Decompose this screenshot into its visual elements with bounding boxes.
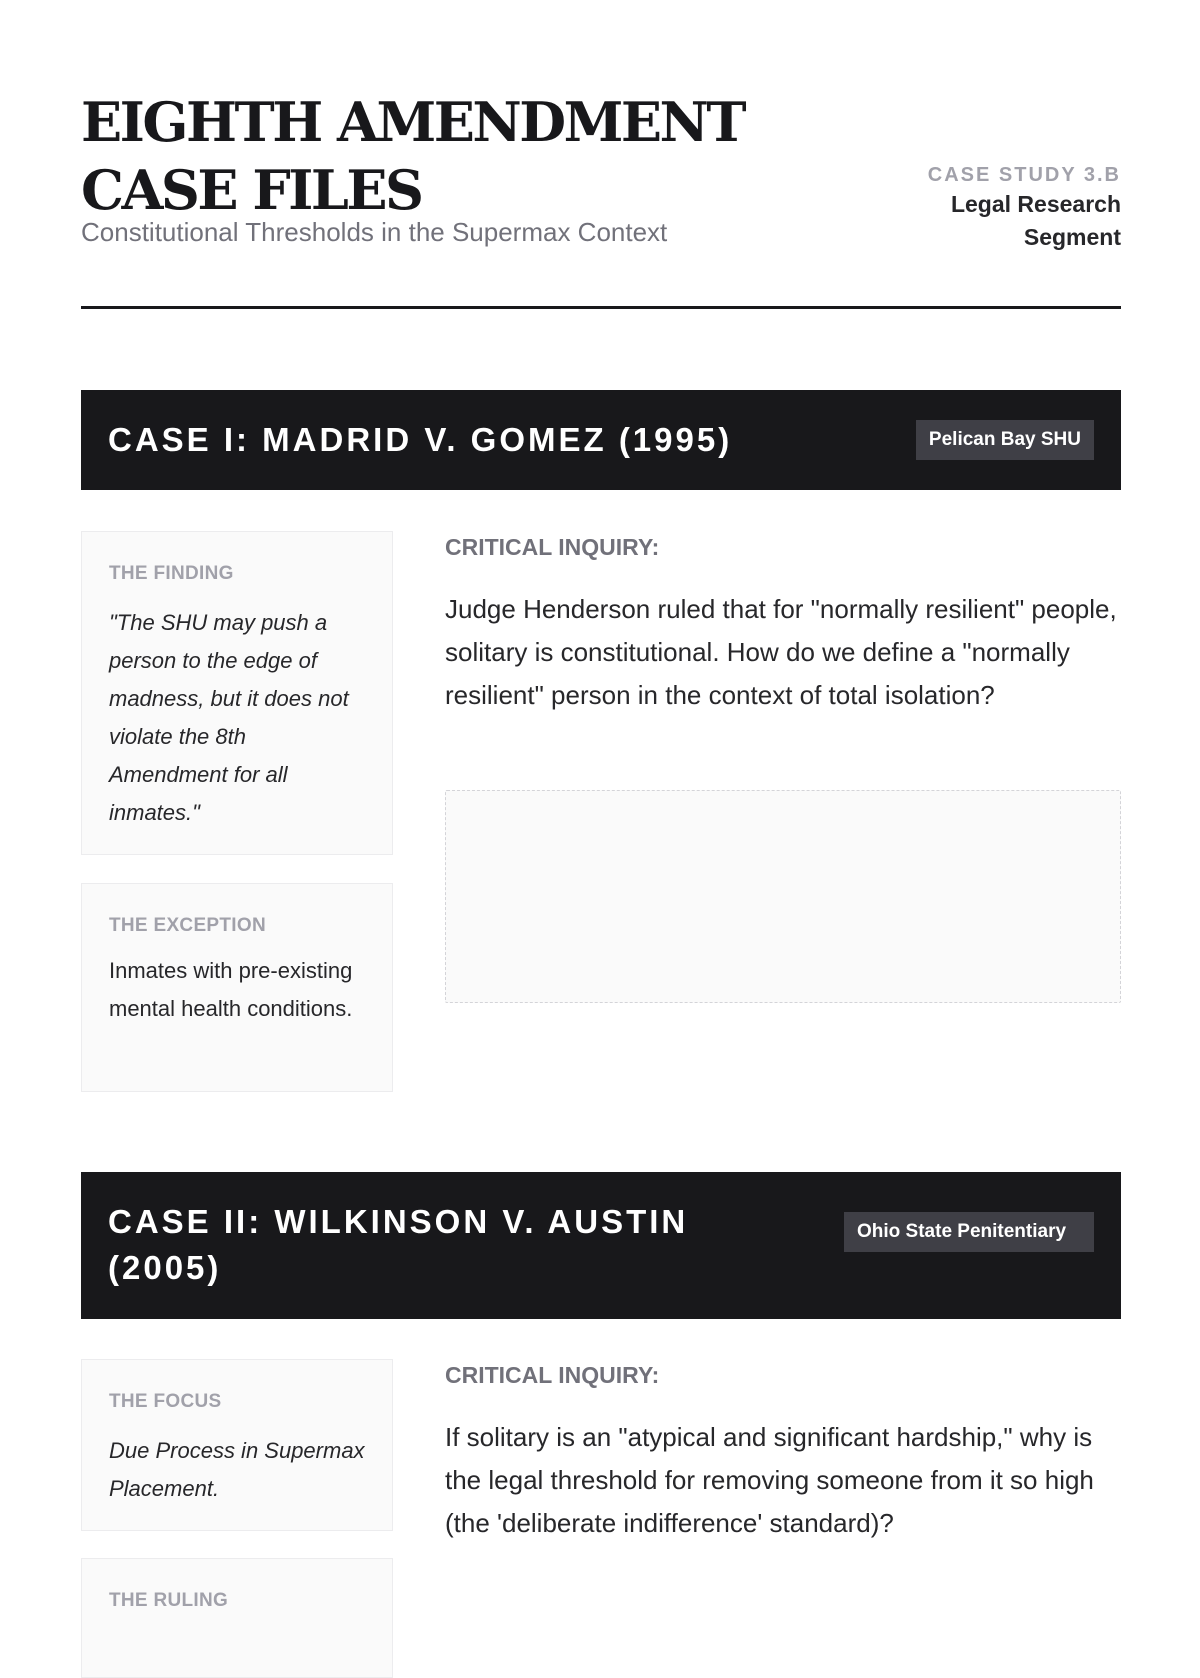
- header-divider: [81, 306, 1121, 309]
- inquiry-block-2: [445, 1360, 1121, 1545]
- page-header: [81, 88, 1121, 308]
- focus-card: [81, 1359, 393, 1531]
- ruling-label: THE RULING: [109, 1590, 229, 1611]
- exception-label: THE EXCEPTION: [109, 915, 266, 936]
- inquiry-label-1: CRITICAL INQUIRY:: [445, 534, 660, 560]
- case-title-1: CASE I: MADRID V. GOMEZ (1995): [108, 421, 733, 458]
- case-study-meta: [901, 162, 1121, 254]
- ruling-card: [81, 1558, 393, 1678]
- exception-text: Inmates with pre-existing mental health conditions.: [109, 958, 353, 1021]
- case-title-2: CASE II: WILKINSON V. AUSTIN (2005): [108, 1203, 689, 1286]
- case-study-number: CASE STUDY 3.B: [927, 164, 1121, 186]
- finding-card: [81, 531, 393, 855]
- case-header-1: [81, 390, 1121, 490]
- facility-badge-1: Pelican Bay SHU: [916, 420, 1094, 460]
- case-header-2: [81, 1172, 1121, 1319]
- page-subtitle: Constitutional Thresholds in the Supermax Context: [81, 217, 668, 247]
- finding-label: THE FINDING: [109, 563, 234, 584]
- focus-text: Due Process in Supermax Placement.: [109, 1438, 365, 1501]
- facility-badge-2: Ohio State Penitentiary: [844, 1212, 1094, 1252]
- focus-label: THE FOCUS: [109, 1391, 222, 1412]
- inquiry-block-1: [445, 532, 1121, 717]
- inquiry-question-2: If solitary is an "atypical and significant hardship," why is the legal threshold for removing someone from it so high (the 'deliberate indifference' standard)?: [445, 1422, 1094, 1538]
- page-title: EIGHTH AMENDMENT CASE FILES: [81, 90, 745, 222]
- exception-card: [81, 883, 393, 1092]
- segment-label: Legal Research Segment: [950, 191, 1121, 250]
- response-area-1[interactable]: [445, 790, 1121, 1003]
- finding-quote: "The SHU may push a person to the edge of madness, but it does not violate the 8th Amendment for all inmates.": [109, 610, 349, 825]
- inquiry-question-1: Judge Henderson ruled that for "normally resilient" people, solitary is constitutional. How do we define a "normally resilient" person in the context of total isolation?: [445, 594, 1117, 710]
- inquiry-label-2: CRITICAL INQUIRY:: [445, 1362, 660, 1388]
